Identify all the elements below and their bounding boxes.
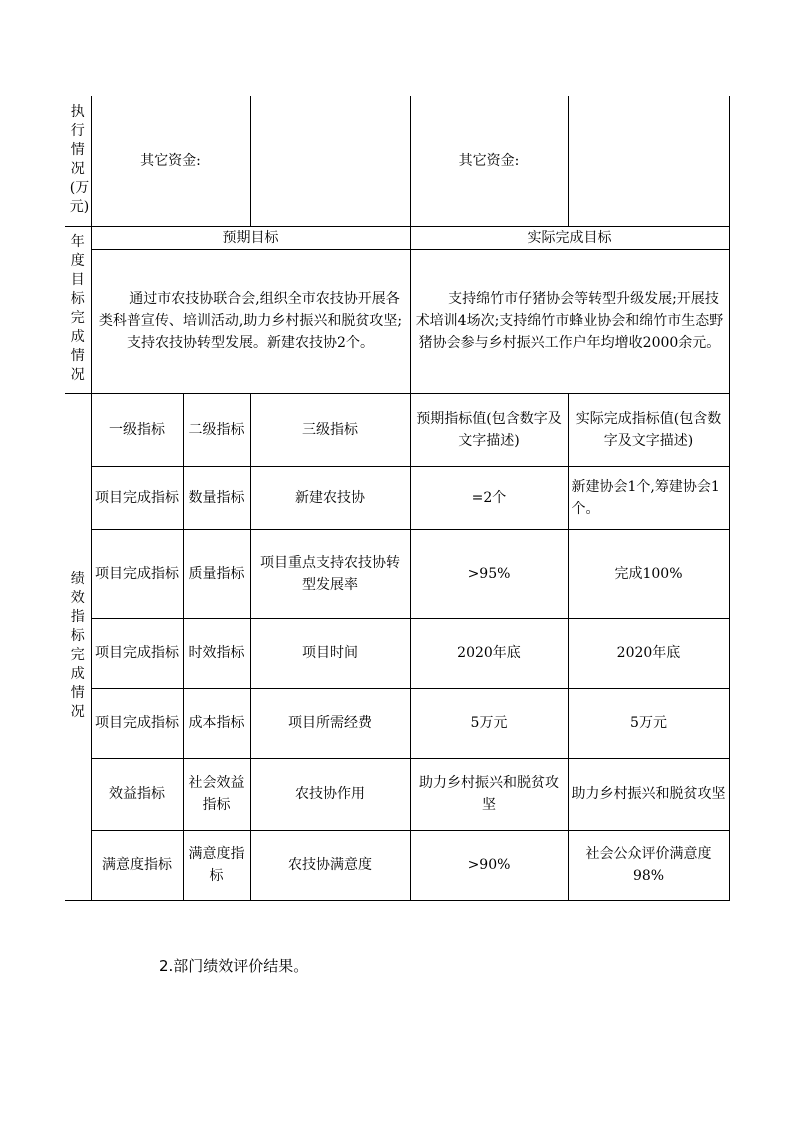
table-row [65, 830, 729, 900]
indicators-side-label: 绩效指标完成情况 [70, 571, 85, 720]
annual-goal-header-row [65, 226, 729, 249]
actual-value-cell: 5万元 [568, 688, 729, 758]
annual-goal-side-label-cell [65, 226, 91, 393]
expected-value-cell: =2个 [410, 466, 568, 529]
expected-goal-text-cell [91, 249, 410, 393]
expected-value-cell: 2020年底 [410, 618, 568, 688]
header-actual-value: 实际完成指标值(包含数字及文字描述) [568, 393, 729, 466]
level1-cell: 效益指标 [91, 758, 183, 830]
level2-cell: 满意度指标 [183, 830, 250, 900]
actual-goal-text-cell [410, 249, 729, 393]
header-level1: 一级指标 [91, 393, 183, 466]
annual-goal-content-row [65, 249, 729, 393]
header-level2: 二级指标 [183, 393, 250, 466]
expected-goal-text: 通过市农技协联合会,组织全市农技协开展各类科普宣传、培训活动,助力乡村振兴和脱贫攻坚;支持农技协转型发展。新建农技协2个。 [98, 291, 403, 351]
planned-other-funds-label: 其它资金: [91, 96, 250, 226]
level3-cell: 项目时间 [250, 618, 410, 688]
other-funds-row [65, 96, 729, 226]
table-row [65, 529, 729, 618]
table-row [65, 618, 729, 688]
level3-cell: 农技协作用 [250, 758, 410, 830]
level2-cell: 时效指标 [183, 618, 250, 688]
expected-value-cell: 助力乡村振兴和脱贫攻坚 [410, 758, 568, 830]
level3-cell: 项目重点支持农技协转型发展率 [250, 529, 410, 618]
annual-goal-side-label: 年度目标完成情况 [70, 234, 85, 383]
level3-cell: 新建农技协 [250, 466, 410, 529]
actual-value-cell: 新建协会1个,筹建协会1个。 [568, 466, 729, 529]
actual-value-cell: 助力乡村振兴和脱贫攻坚 [568, 758, 729, 830]
table-row [65, 688, 729, 758]
funding-side-label: 执行情况(万元) [69, 104, 90, 216]
actual-goal-text: 支持绵竹市仔猪协会等转型升级发展;开展技术培训4场次;支持绵竹市蜂业协会和绵竹市生态野猪协会参与乡村振兴工作户年均增收2000余元。 [415, 291, 724, 351]
header-level3: 三级指标 [250, 393, 410, 466]
planned-other-funds-value [250, 96, 410, 226]
indicators-header-row [65, 393, 729, 466]
actual-value-cell: 2020年底 [568, 618, 729, 688]
indicators-side-label-cell [65, 393, 91, 900]
level3-cell: 农技协满意度 [250, 830, 410, 900]
expected-value-cell: 5万元 [410, 688, 568, 758]
actual-value-cell: 完成100% [568, 529, 729, 618]
level2-cell: 社会效益指标 [183, 758, 250, 830]
level2-cell: 质量指标 [183, 529, 250, 618]
level2-cell: 数量指标 [183, 466, 250, 529]
funding-side-label-cell [65, 96, 91, 226]
performance-table [65, 96, 730, 901]
expected-value-cell: >90% [410, 830, 568, 900]
section-heading-dept-evaluation: 2.部门绩效评价结果。 [159, 957, 309, 975]
level3-cell: 项目所需经费 [250, 688, 410, 758]
actual-value-cell: 社会公众评价满意度98% [568, 830, 729, 900]
level1-cell: 项目完成指标 [91, 688, 183, 758]
actual-other-funds-value [568, 96, 729, 226]
actual-goal-header: 实际完成目标 [410, 226, 729, 249]
expected-value-cell: >95% [410, 529, 568, 618]
level2-cell: 成本指标 [183, 688, 250, 758]
level1-cell: 满意度指标 [91, 830, 183, 900]
table-row [65, 758, 729, 830]
actual-other-funds-label: 其它资金: [410, 96, 568, 226]
level1-cell: 项目完成指标 [91, 618, 183, 688]
level1-cell: 项目完成指标 [91, 529, 183, 618]
table-row [65, 466, 729, 529]
header-expected-value: 预期指标值(包含数字及文字描述) [410, 393, 568, 466]
level1-cell: 项目完成指标 [91, 466, 183, 529]
expected-goal-header: 预期目标 [91, 226, 410, 249]
